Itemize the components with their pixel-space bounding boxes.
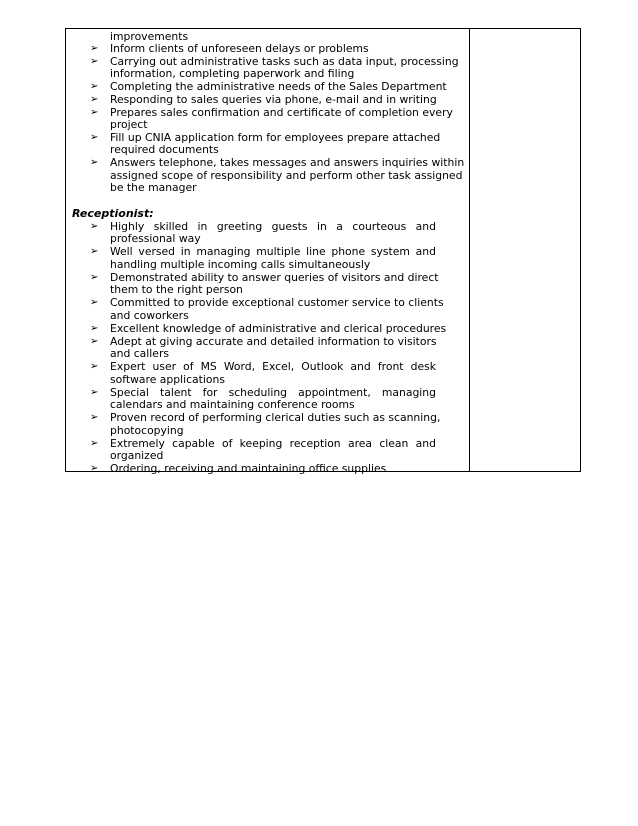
list-item-continuation: photocopying xyxy=(110,424,184,437)
arrow-bullet-icon: ➢ xyxy=(90,297,99,308)
list-item-continuation: them to the right person xyxy=(110,283,243,296)
list-item: Well versed in managing multiple line phone system and xyxy=(110,245,436,258)
arrow-bullet-icon: ➢ xyxy=(90,323,99,334)
list-item-continuation: assigned scope of responsibility and perform other task assigned xyxy=(110,169,463,182)
arrow-bullet-icon: ➢ xyxy=(90,246,99,257)
list-item-continuation: and callers xyxy=(110,347,170,360)
list-item: Fill up CNIA application form for employees prepare attached xyxy=(110,131,441,144)
list-item: Demonstrated ability to answer queries of visitors and direct xyxy=(110,271,439,284)
list-item-continuation: required documents xyxy=(110,143,219,156)
list-item: Highly skilled in greeting guests in a courteous and xyxy=(110,220,436,233)
arrow-bullet-icon: ➢ xyxy=(90,157,99,168)
list-item-continuation: calendars and maintaining conference rooms xyxy=(110,398,355,411)
list-item: Extremely capable of keeping reception area clean and xyxy=(110,437,436,450)
list-item-continuation: information, completing paperwork and filing xyxy=(110,67,355,80)
list-item: Carrying out administrative tasks such as data input, processing xyxy=(110,55,459,68)
receptionist-heading: Receptionist: xyxy=(72,207,154,220)
list-item-continuation: professional way xyxy=(110,232,201,245)
list-item: Excellent knowledge of administrative and clerical procedures xyxy=(110,322,447,335)
arrow-bullet-icon: ➢ xyxy=(90,336,99,347)
arrow-bullet-icon: ➢ xyxy=(90,56,99,67)
duties-content xyxy=(66,29,469,475)
list-item-continuation: be the manager xyxy=(110,181,197,194)
list-item: Prepares sales confirmation and certificate of completion every xyxy=(110,106,453,119)
list-item: Committed to provide exceptional customer service to clients xyxy=(110,296,444,309)
list-item: Responding to sales queries via phone, e-mail and in writing xyxy=(110,93,437,106)
arrow-bullet-icon: ➢ xyxy=(90,221,99,232)
list-item-continuation: software applications xyxy=(110,373,225,386)
list-item-continuation: and coworkers xyxy=(110,309,189,322)
arrow-bullet-icon: ➢ xyxy=(90,81,99,92)
list-item: Inform clients of unforeseen delays or problems xyxy=(110,42,369,55)
list-item-continuation: project xyxy=(110,118,148,131)
list-item-continuation: handling multiple incoming calls simultaneously xyxy=(110,258,371,271)
arrow-bullet-icon: ➢ xyxy=(90,463,99,474)
list-item: Adept at giving accurate and detailed information to visitors xyxy=(110,335,437,348)
list-item: Ordering, receiving and maintaining office supplies xyxy=(110,462,387,475)
duties-cell xyxy=(66,29,470,475)
empty-cell xyxy=(470,29,580,471)
list-item: Completing the administrative needs of the Sales Department xyxy=(110,80,447,93)
arrow-bullet-icon: ➢ xyxy=(90,272,99,283)
arrow-bullet-icon: ➢ xyxy=(90,387,99,398)
list-item: Answers telephone, takes messages and answers inquiries within xyxy=(110,156,465,169)
list-item: Special talent for scheduling appointment, managing xyxy=(110,386,436,399)
document-table xyxy=(65,28,581,475)
arrow-bullet-icon: ➢ xyxy=(90,438,99,449)
arrow-bullet-icon: ➢ xyxy=(90,132,99,143)
list-item: Expert user of MS Word, Excel, Outlook and front desk xyxy=(110,360,436,373)
arrow-bullet-icon: ➢ xyxy=(90,107,99,118)
list-item-continuation: improvements xyxy=(110,30,189,43)
list-item-continuation: organized xyxy=(110,449,164,462)
list-item: Proven record of performing clerical duties such as scanning, xyxy=(110,411,441,424)
arrow-bullet-icon: ➢ xyxy=(90,412,99,423)
arrow-bullet-icon: ➢ xyxy=(90,361,99,372)
arrow-bullet-icon: ➢ xyxy=(90,43,99,54)
arrow-bullet-icon: ➢ xyxy=(90,94,99,105)
